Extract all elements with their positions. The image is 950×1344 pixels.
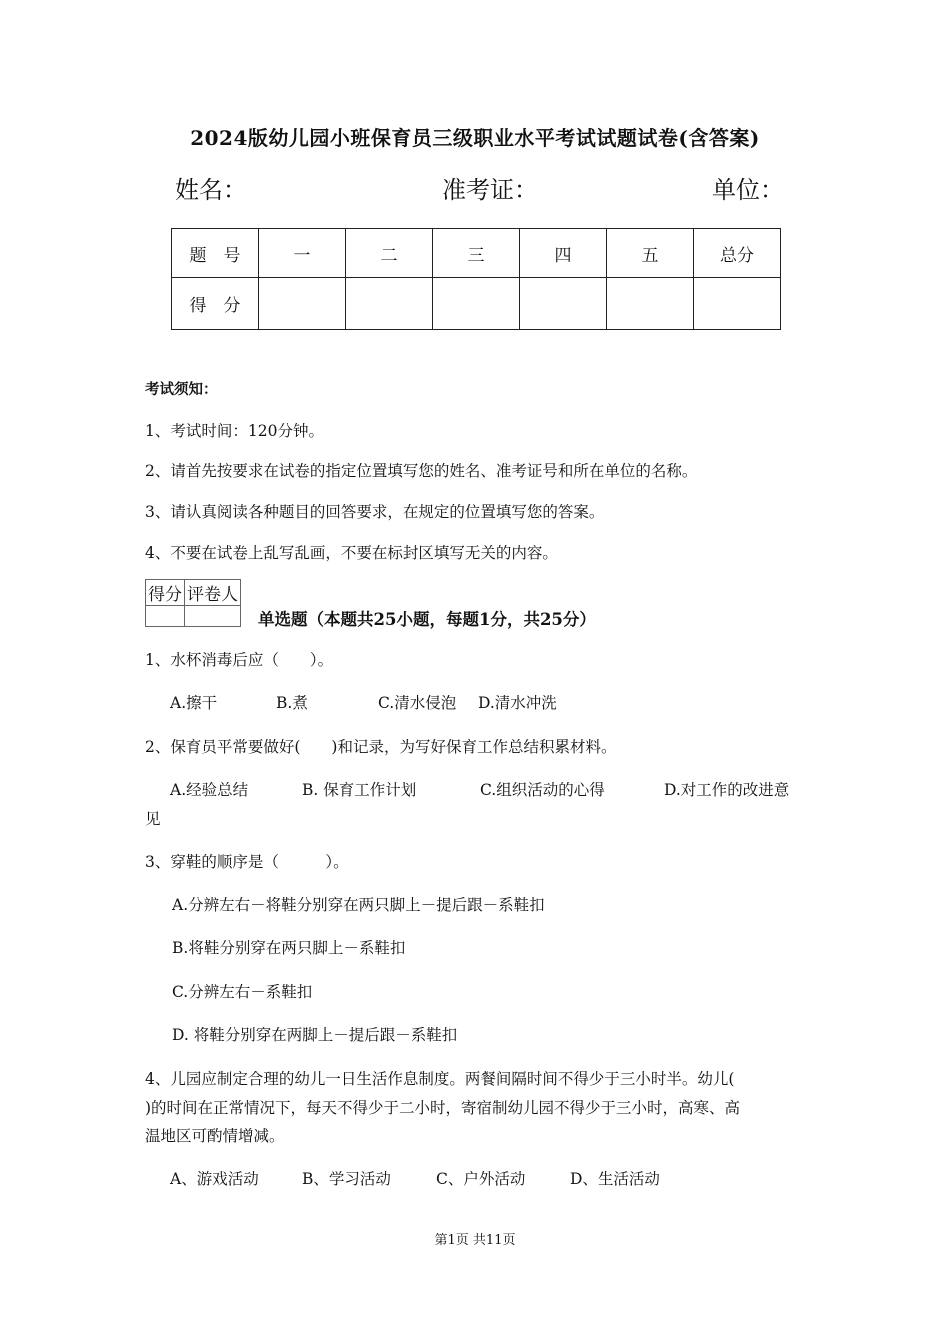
score-header-5: 五	[607, 229, 694, 278]
question-2-option-d-continued: 见	[145, 810, 161, 828]
question-4-stem-line-1: 4、儿园应制定合理的幼儿一日生活作息制度。两餐间隔时间不得少于三小时半。幼儿(	[145, 1070, 735, 1088]
exam-number-field-label: 准考证：	[442, 176, 538, 204]
question-3-option-c: C.分辨左右－系鞋扣	[172, 983, 313, 1001]
score-cell[interactable]	[259, 278, 346, 330]
question-1-stem: 1、水杯消毒后应（ ）。	[145, 651, 334, 669]
score-cell[interactable]	[694, 278, 781, 330]
question-1-option-b: B.煮	[276, 694, 308, 712]
notice-item: 4、不要在试卷上乱写乱画，不要在标封区填写无关的内容。	[145, 544, 558, 562]
score-cell[interactable]	[520, 278, 607, 330]
grader-reviewer-cell[interactable]	[185, 606, 241, 627]
score-table	[171, 228, 781, 330]
grader-score-label: 得分	[146, 580, 185, 606]
page-title: 2024版幼儿园小班保育员三级职业水平考试试题试卷(含答案)	[190, 126, 760, 150]
name-field-label: 姓名：	[175, 176, 247, 204]
question-1-option-d: D.清水冲洗	[478, 694, 557, 712]
question-2-option-b: B. 保育工作计划	[302, 781, 417, 799]
question-2-option-a: A.经验总结	[170, 781, 249, 799]
question-4-stem-line-2: )的时间在正常情况下，每天不得少于二小时，寄宿制幼儿园不得少于三小时，高寒、高	[145, 1099, 741, 1117]
question-1-option-c: C.清水侵泡	[378, 694, 457, 712]
question-4-option-d: D、生活活动	[570, 1170, 660, 1188]
question-4-option-b: B、学习活动	[302, 1170, 391, 1188]
unit-field-label: 单位：	[712, 176, 784, 204]
notice-item: 3、请认真阅读各种题目的回答要求，在规定的位置填写您的答案。	[145, 503, 605, 521]
question-2-option-c: C.组织活动的心得	[480, 781, 605, 799]
notice-item: 2、请首先按要求在试卷的指定位置填写您的姓名、准考证号和所在单位的名称。	[145, 462, 698, 480]
question-4-option-a: A、游戏活动	[170, 1170, 259, 1188]
question-2-option-d: D.对工作的改进意	[664, 781, 790, 799]
question-3-option-b: B.将鞋分别穿在两只脚上－系鞋扣	[172, 939, 406, 957]
score-row-label: 得 分	[172, 278, 259, 330]
section-title: 单选题（本题共25小题，每题1分，共25分）	[258, 610, 596, 629]
grader-score-cell[interactable]	[146, 606, 185, 627]
score-cell[interactable]	[346, 278, 433, 330]
question-3-option-a: A.分辨左右－将鞋分别穿在两只脚上－提后跟－系鞋扣	[172, 896, 545, 914]
score-header-total: 总分	[694, 229, 781, 278]
page-footer: 第1页 共11页	[434, 1233, 516, 1248]
question-4-stem-line-3: 温地区可酌情增减。	[145, 1127, 285, 1145]
grader-reviewer-label: 评卷人	[185, 580, 241, 606]
notice-heading: 考试须知：	[145, 381, 218, 398]
question-3-option-d: D. 将鞋分别穿在两脚上－提后跟－系鞋扣	[172, 1026, 458, 1044]
score-cell[interactable]	[433, 278, 520, 330]
score-header-label: 题 号	[172, 229, 259, 278]
question-4-option-c: C、户外活动	[436, 1170, 526, 1188]
score-cell[interactable]	[607, 278, 694, 330]
question-2-stem: 2、保育员平常要做好( )和记录，为写好保育工作总结积累材料。	[145, 738, 617, 756]
score-header-1: 一	[259, 229, 346, 278]
question-3-stem: 3、穿鞋的顺序是（ ）。	[145, 853, 349, 871]
notice-item: 1、考试时间：120分钟。	[145, 422, 324, 440]
score-header-4: 四	[520, 229, 607, 278]
score-header-3: 三	[433, 229, 520, 278]
grader-box	[145, 579, 241, 627]
score-header-2: 二	[346, 229, 433, 278]
question-1-option-a: A.擦干	[170, 694, 218, 712]
